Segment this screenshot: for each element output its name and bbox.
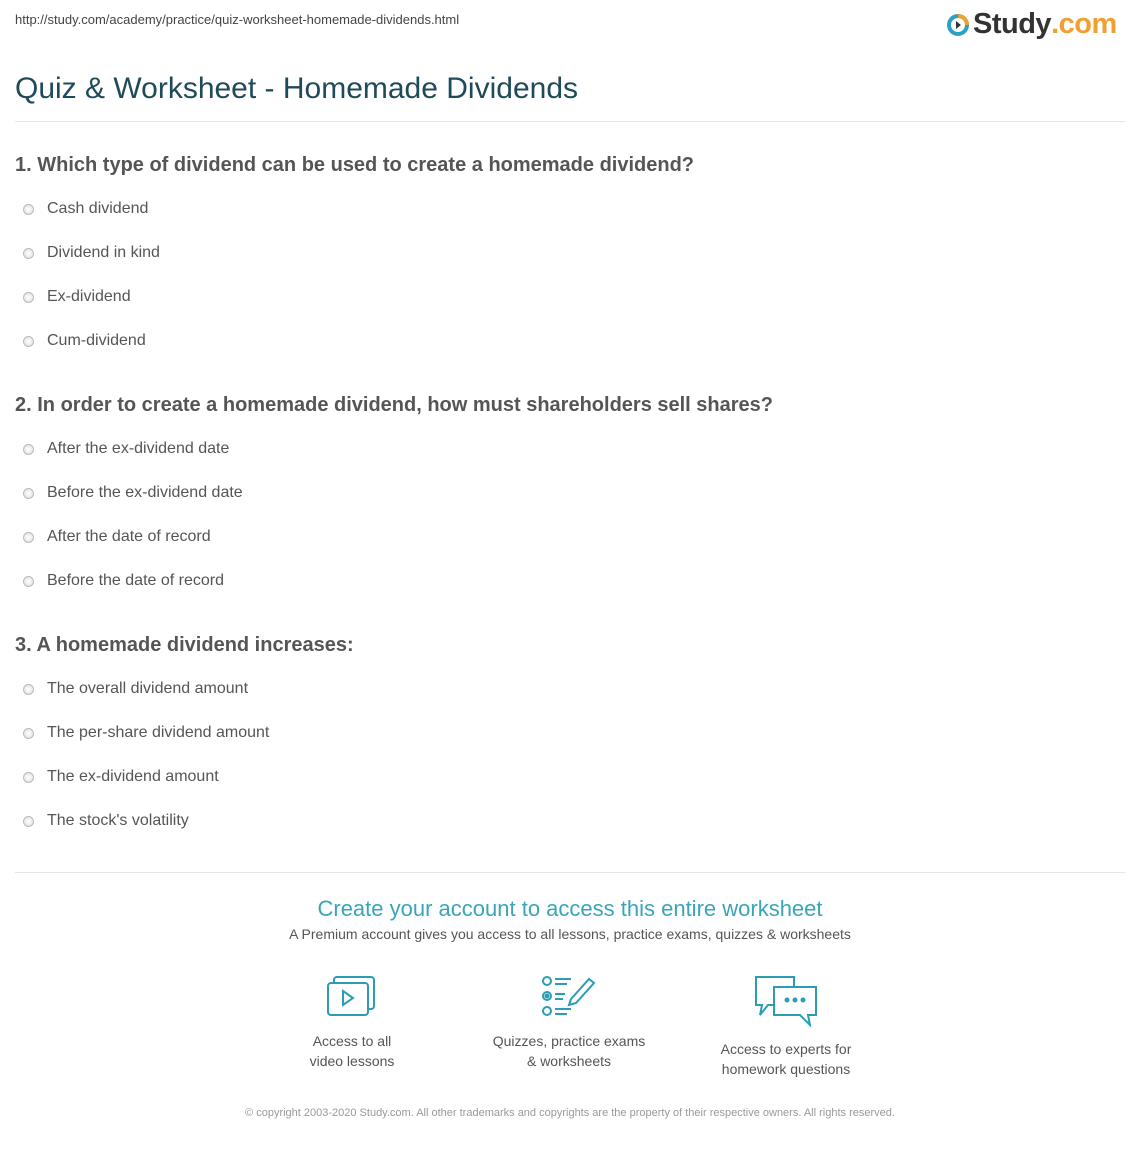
feature-line2: & worksheets: [526, 1053, 612, 1069]
feature-line1: Access to all: [312, 1033, 392, 1049]
question-text: 1. Which type of dividend can be used to create a homemade dividend?: [15, 154, 695, 176]
answer-label: Dividend in kind: [47, 244, 160, 261]
radio-button[interactable]: [23, 772, 34, 783]
answer-label: After the date of record: [47, 528, 211, 545]
radio-button[interactable]: [23, 816, 34, 827]
page-title: Quiz & Worksheet - Homemade Dividends: [15, 72, 578, 105]
chat-bubbles-icon: [754, 975, 818, 1027]
radio-button[interactable]: [23, 532, 34, 543]
feature-line2: video lessons: [309, 1053, 395, 1069]
question-text: 3. A homemade dividend increases:: [15, 634, 354, 656]
answer-label: The overall dividend amount: [47, 680, 249, 697]
copyright: © copyright 2003-2020 Study.com. All other trademarks and copyrights are the property of their respective owners. All rights reserved.: [245, 1107, 895, 1119]
answer-option[interactable]: [23, 244, 160, 262]
radio-button[interactable]: [23, 248, 34, 259]
divider: [15, 121, 1125, 122]
answer-label: Cash dividend: [47, 200, 149, 217]
feature-line2: homework questions: [721, 1061, 851, 1077]
answer-label: Ex-dividend: [47, 288, 131, 305]
radio-button[interactable]: [23, 488, 34, 499]
radio-button[interactable]: [23, 336, 34, 347]
answer-option[interactable]: [23, 528, 211, 546]
cta-subtitle: A Premium account gives you access to all lessons, practice exams, quizzes & worksheets: [289, 926, 851, 942]
play-circle-icon: [946, 13, 970, 37]
answer-option[interactable]: [23, 572, 224, 590]
answer-option[interactable]: [23, 768, 219, 786]
question-text: 2. In order to create a homemade dividend, how must shareholders sell shares?: [15, 394, 774, 416]
answer-label: Cum-dividend: [47, 332, 146, 349]
answer-label: The ex-dividend amount: [47, 768, 219, 785]
feature-quizzes: [469, 975, 669, 1071]
radio-button[interactable]: [23, 576, 34, 587]
answer-label: The per-share dividend amount: [47, 724, 270, 741]
feature-video-lessons: [252, 975, 452, 1071]
logo-name: Study: [973, 8, 1052, 40]
answer-option[interactable]: [23, 332, 146, 350]
logo-tld: .com: [1051, 8, 1117, 40]
radio-button[interactable]: [23, 292, 34, 303]
study-logo[interactable]: [946, 8, 1117, 41]
divider: [15, 872, 1125, 873]
answer-option[interactable]: [23, 200, 148, 218]
radio-button[interactable]: [23, 204, 34, 215]
answer-label: The stock's volatility: [47, 812, 189, 829]
feature-line1: Access to experts for: [720, 1041, 852, 1057]
answer-label: Before the ex-dividend date: [47, 484, 243, 501]
quiz-checklist-icon: [541, 975, 597, 1019]
radio-button[interactable]: [23, 728, 34, 739]
answer-option[interactable]: [23, 680, 248, 698]
feature-experts: [686, 975, 886, 1079]
answer-option[interactable]: [23, 440, 229, 458]
feature-line1: Quizzes, practice exams: [492, 1033, 646, 1049]
answer-option[interactable]: [23, 484, 243, 502]
video-lessons-icon: [326, 975, 378, 1019]
cta-title[interactable]: Create your account to access this entire worksheet: [317, 896, 823, 921]
radio-button[interactable]: [23, 444, 34, 455]
answer-option[interactable]: [23, 812, 189, 830]
radio-button[interactable]: [23, 684, 34, 695]
answer-option[interactable]: [23, 724, 269, 742]
page-url: http://study.com/academy/practice/quiz-worksheet-homemade-dividends.html: [15, 12, 460, 27]
answer-label: Before the date of record: [47, 572, 224, 589]
answer-label: After the ex-dividend date: [47, 440, 230, 457]
answer-option[interactable]: [23, 288, 131, 306]
